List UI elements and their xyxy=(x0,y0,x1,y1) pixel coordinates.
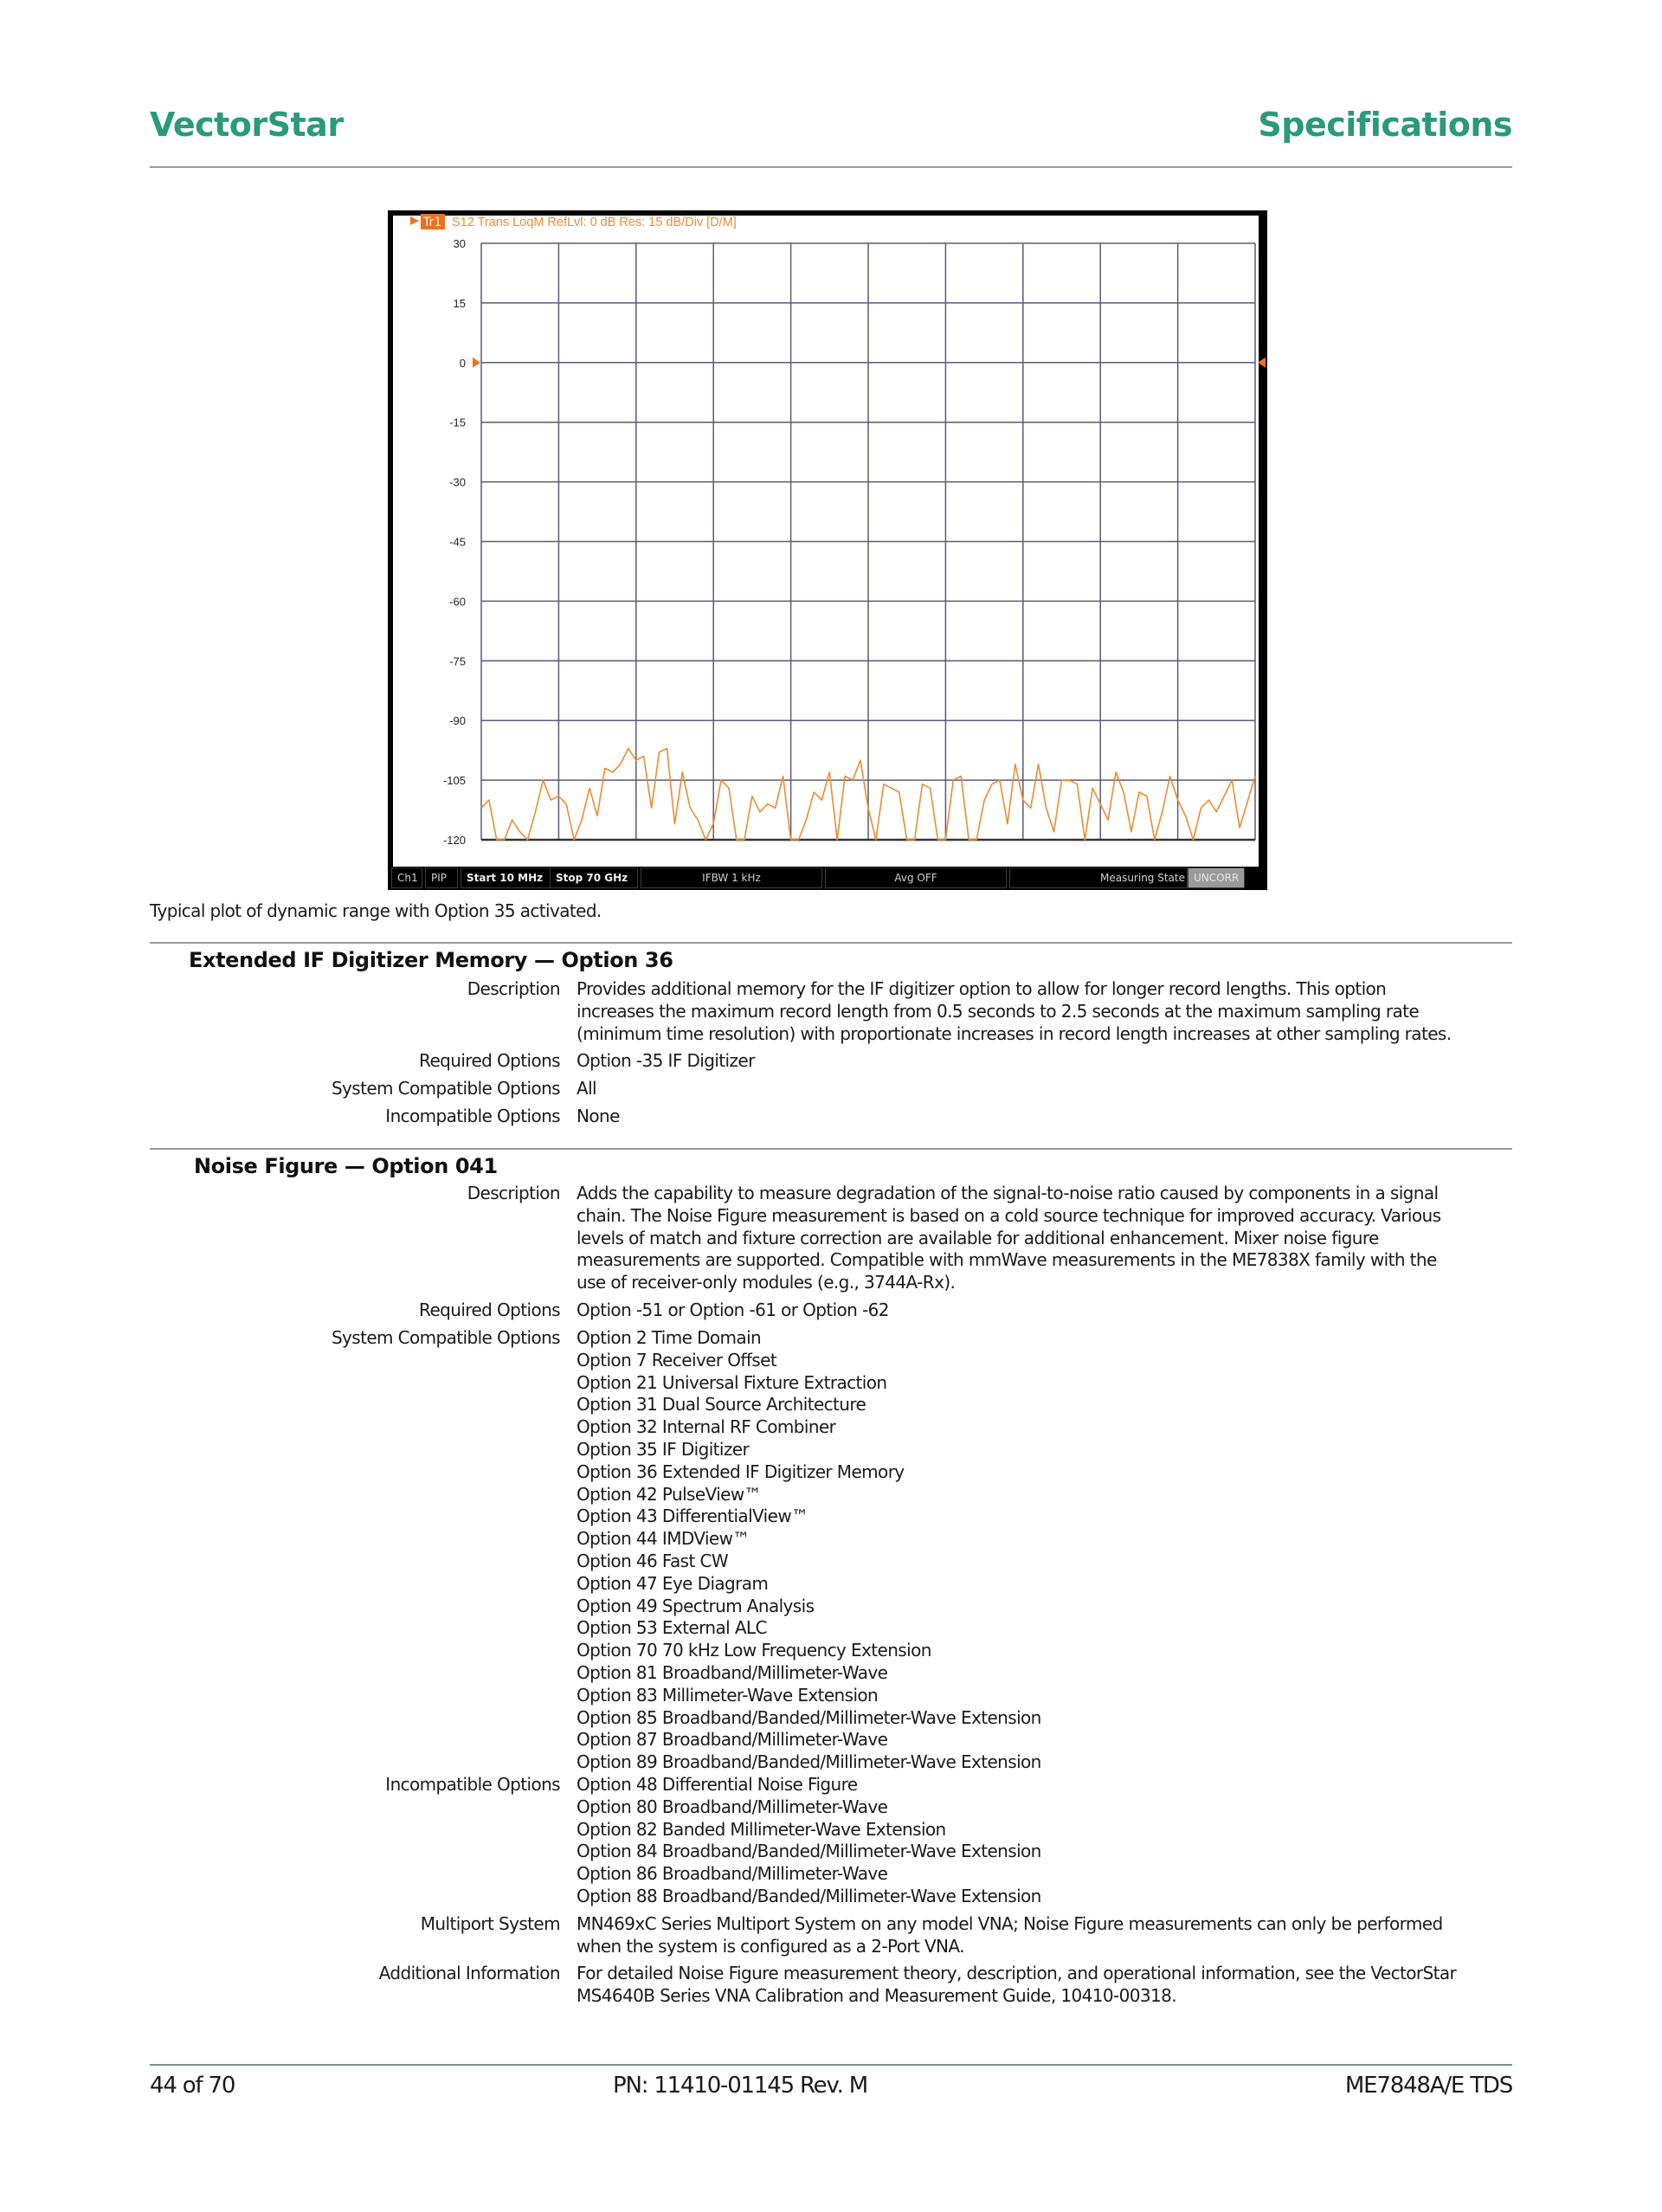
ifbw-indicator: IFBW 1 kHz xyxy=(641,867,822,888)
page-header xyxy=(150,102,1512,168)
spec-value-line: Option 82 Banded Millimeter-Wave Extension xyxy=(577,1818,946,1840)
measuring-state: Measuring State xyxy=(1009,867,1188,888)
y-tick-label: 15 xyxy=(453,296,466,310)
page-number: 44 of 70 xyxy=(150,2073,235,2099)
y-tick-label: 0 xyxy=(459,356,466,370)
spec-value-line: Option 47 Eye Diagram xyxy=(577,1572,769,1594)
spec-value xyxy=(577,1963,1512,2008)
footer-divider xyxy=(150,2064,1512,2066)
spec-value-line: Option 43 DifferentialView™ xyxy=(577,1506,808,1527)
spec-value-line: Option 46 Fast CW xyxy=(577,1550,728,1571)
spec-value-line: Provides additional memory for the IF digitizer option to allow for longer record lengths. This option xyxy=(577,978,1387,999)
spec-value xyxy=(577,978,1512,1045)
spec-value-line: when the system is configured as a 2-Port VNA. xyxy=(577,1935,964,1957)
spec-label: Additional Information xyxy=(378,1963,560,1983)
spec-label: System Compatible Options xyxy=(331,1327,560,1348)
spec-label: Multiport System xyxy=(420,1913,560,1934)
spec-value-line: Option 42 PulseView™ xyxy=(577,1483,762,1505)
reference-level-left-marker-icon xyxy=(473,358,480,368)
spec-value xyxy=(577,1183,1512,1294)
spec-value xyxy=(577,1913,1512,1958)
spec-value-line: Option 89 Broadband/Banded/Millimeter-Wave Extension xyxy=(577,1751,1041,1773)
spec-value-line: Option 2 Time Domain xyxy=(577,1327,762,1348)
spec-label: Incompatible Options xyxy=(385,1774,560,1795)
spec-value-line: Option 85 Broadband/Banded/Millimeter-Wave Extension xyxy=(577,1706,1041,1728)
spec-value-line: levels of match and fixture correction are available for additional enhancement. Mixer noise figure xyxy=(577,1227,1379,1248)
section-divider xyxy=(150,1148,1512,1150)
spec-value-line: All xyxy=(577,1078,596,1099)
spec-value-line: Option -35 IF Digitizer xyxy=(577,1050,755,1071)
spec-value-line: Option 83 Millimeter-Wave Extension xyxy=(577,1684,879,1706)
spec-value-line: Adds the capability to measure degradation of the signal-to-noise ratio caused by components in a signal xyxy=(577,1183,1439,1203)
y-tick-label: -15 xyxy=(449,416,466,429)
y-tick-label: -60 xyxy=(449,595,466,609)
dynamic-range-chart xyxy=(388,210,1267,868)
spec-value-line: Option 31 Dual Source Architecture xyxy=(577,1394,866,1416)
vna-status-bar xyxy=(388,867,1267,888)
section-divider xyxy=(150,942,1512,944)
spec-value-line: Option 88 Broadband/Banded/Millimeter-Wave Extension xyxy=(577,1885,1041,1906)
active-trace-arrow-icon xyxy=(410,216,419,225)
spec-value-line: Option -51 or Option -61 or Option -62 xyxy=(577,1299,889,1320)
spec-value xyxy=(577,1327,1512,1774)
spec-value-line: Option 32 Internal RF Combiner xyxy=(577,1416,836,1438)
y-tick-label: 30 xyxy=(453,237,466,250)
spec-value-line: measurements are supported. Compatible with mmWave measurements in the ME7838X family with the xyxy=(577,1249,1437,1271)
spec-value xyxy=(577,1050,1512,1073)
brand-title: VectorStar xyxy=(150,106,344,144)
y-tick-label: -30 xyxy=(449,475,466,489)
y-tick-label: -120 xyxy=(442,834,466,847)
spec-value xyxy=(577,1299,1512,1322)
spec-label: Description xyxy=(467,1183,560,1203)
section-title-option-36: Extended IF Digitizer Memory — Option 36 xyxy=(189,948,673,972)
spec-value-line: Option 84 Broadband/Banded/Millimeter-Wave Extension xyxy=(577,1841,1041,1862)
spec-value-line: Option 86 Broadband/Millimeter-Wave xyxy=(577,1863,888,1885)
y-tick-label: -45 xyxy=(449,535,466,549)
correction-badge: UNCORR xyxy=(1188,867,1245,888)
vna-plot-figure xyxy=(388,210,1267,890)
spec-value-line: increases the maximum record length from 0.5 seconds to 2.5 seconds at the maximum sampling rate xyxy=(577,1000,1420,1022)
spec-value xyxy=(577,1106,1512,1128)
spec-label: Required Options xyxy=(419,1050,560,1071)
spec-value-line: None xyxy=(577,1106,620,1126)
stop-frequency: Stop 70 GHz xyxy=(550,867,638,888)
spec-value-line: Option 36 Extended IF Digitizer Memory xyxy=(577,1461,905,1482)
section-title-option-041: Noise Figure — Option 041 xyxy=(194,1154,498,1178)
spec-value-line: MN469xC Series Multiport System on any model VNA; Noise Figure measurements can only be performed xyxy=(577,1913,1443,1934)
spec-value-line: Option 80 Broadband/Millimeter-Wave xyxy=(577,1796,888,1817)
trace-title: S12 Trans LoqM RefLvl: 0 dB Res: 15 dB/Div [D/M] xyxy=(452,216,737,229)
y-tick-label: -105 xyxy=(442,774,466,788)
averaging-indicator: Avg OFF xyxy=(825,867,1007,888)
spec-value-line: Option 44 IMDView™ xyxy=(577,1528,750,1550)
channel-indicator: Ch1 xyxy=(391,867,422,888)
spec-value-line: Option 48 Differential Noise Figure xyxy=(577,1774,858,1795)
spec-label: Description xyxy=(467,978,560,999)
spec-label: System Compatible Options xyxy=(331,1078,560,1099)
spec-value-line: use of receiver-only modules (e.g., 3744A-Rx). xyxy=(577,1272,956,1293)
spec-value xyxy=(577,1078,1512,1100)
reference-level-right-marker-icon xyxy=(1258,358,1266,368)
y-tick-label: -75 xyxy=(449,655,466,668)
spec-label: Required Options xyxy=(419,1299,560,1320)
spec-value-line: (minimum time resolution) with proportionate increases in record length increases at other sampling rates. xyxy=(577,1022,1452,1044)
spec-value-line: Option 53 External ALC xyxy=(577,1617,767,1639)
y-tick-label: -90 xyxy=(449,714,466,728)
spec-label: Incompatible Options xyxy=(385,1106,560,1126)
spec-value-line: Option 81 Broadband/Millimeter-Wave xyxy=(577,1661,888,1683)
spec-value-line: MS4640B Series VNA Calibration and Measurement Guide, 10410-00318. xyxy=(577,1984,1176,2006)
spec-value-line: Option 49 Spectrum Analysis xyxy=(577,1595,815,1616)
pip-indicator: PIP xyxy=(425,867,458,888)
spec-value-line: Option 21 Universal Fixture Extraction xyxy=(577,1371,887,1393)
spec-value-line: Option 87 Broadband/Millimeter-Wave xyxy=(577,1729,888,1751)
start-frequency: Start 10 MHz xyxy=(461,867,551,888)
part-number: PN: 11410-01145 Rev. M xyxy=(612,2073,868,2099)
trace-badge-label: Tr1 xyxy=(423,216,442,229)
spec-value xyxy=(577,1774,1512,1908)
spec-value-line: chain. The Noise Figure measurement is based on a cold source technique for improved accuracy. Various xyxy=(577,1204,1441,1226)
spec-value-line: For detailed Noise Figure measurement theory, description, and operational information, see the VectorStar xyxy=(577,1963,1457,1983)
figure-caption: Typical plot of dynamic range with Option 35 activated. xyxy=(150,900,602,921)
document-id: ME7848A/E TDS xyxy=(1344,2073,1512,2099)
spec-value-line: Option 70 70 kHz Low Frequency Extension xyxy=(577,1640,931,1661)
spec-value-line: Option 7 Receiver Offset xyxy=(577,1349,777,1370)
spec-value-line: Option 35 IF Digitizer xyxy=(577,1438,750,1460)
section-title: Specifications xyxy=(1258,106,1512,144)
